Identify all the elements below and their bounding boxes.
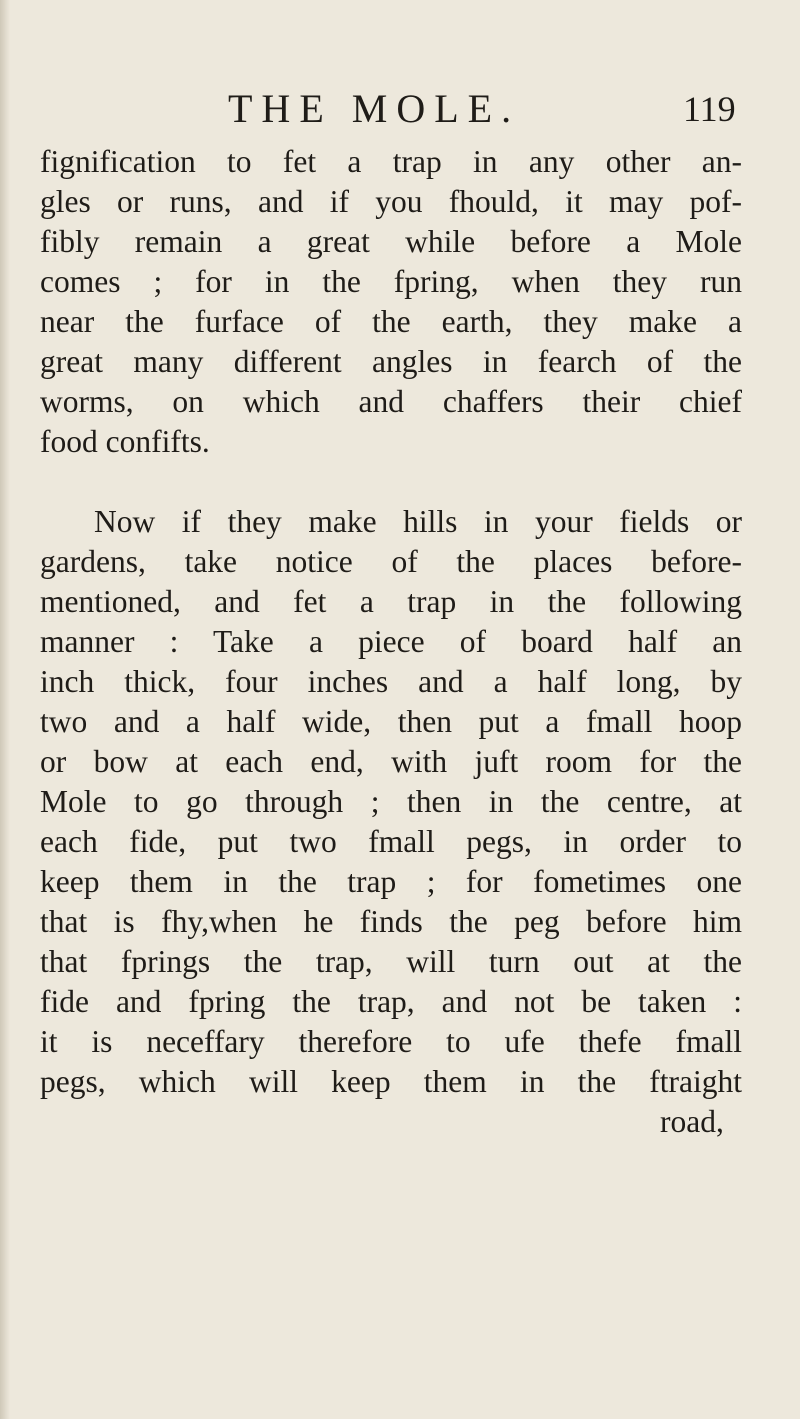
text-line: worms, on which and chaffers their chief [40, 384, 742, 419]
text-line: pegs, which will keep them in the ftraight [40, 1064, 742, 1099]
text-line: fignification to fet a trap in any other an- [40, 144, 742, 179]
text-line: fide and fpring the trap, and not be taken : [40, 984, 742, 1019]
text-line: near the furface of the earth, they make a [40, 304, 742, 339]
page-gutter-shadow [0, 0, 10, 1419]
text-line: two and a half wide, then put a fmall hoop [40, 704, 742, 739]
text-line: comes ; for in the fpring, when they run [40, 264, 742, 299]
text-line: manner : Take a piece of board half an [40, 624, 742, 659]
text-line: each fide, put two fmall pegs, in order to [40, 824, 742, 859]
running-header [228, 84, 748, 134]
text-line: food confifts. [40, 424, 210, 459]
text-line: keep them in the trap ; for fometimes one [40, 864, 742, 899]
text-line: gardens, take notice of the places before- [40, 544, 742, 579]
text-line: mentioned, and fet a trap in the following [40, 584, 742, 619]
running-title: THE MOLE. [228, 86, 521, 131]
text-line: Now if they make hills in your fields or [94, 504, 742, 539]
text-line: it is neceffary therefore to ufe thefe fmall [40, 1024, 742, 1059]
text-line: inch thick, four inches and a half long, by [40, 664, 742, 699]
text-line: that fprings the trap, will turn out at the [40, 944, 742, 979]
catchword: road, [660, 1104, 724, 1139]
page-number: 119 [683, 89, 736, 129]
text-line: or bow at each end, with juft room for the [40, 744, 742, 779]
text-line: gles or runs, and if you fhould, it may pof- [40, 184, 742, 219]
text-line: Mole to go through ; then in the centre, at [40, 784, 742, 819]
text-line: that is fhy,when he finds the peg before him [40, 904, 742, 939]
text-line: fibly remain a great while before a Mole [40, 224, 742, 259]
text-line: great many different angles in fearch of the [40, 344, 742, 379]
